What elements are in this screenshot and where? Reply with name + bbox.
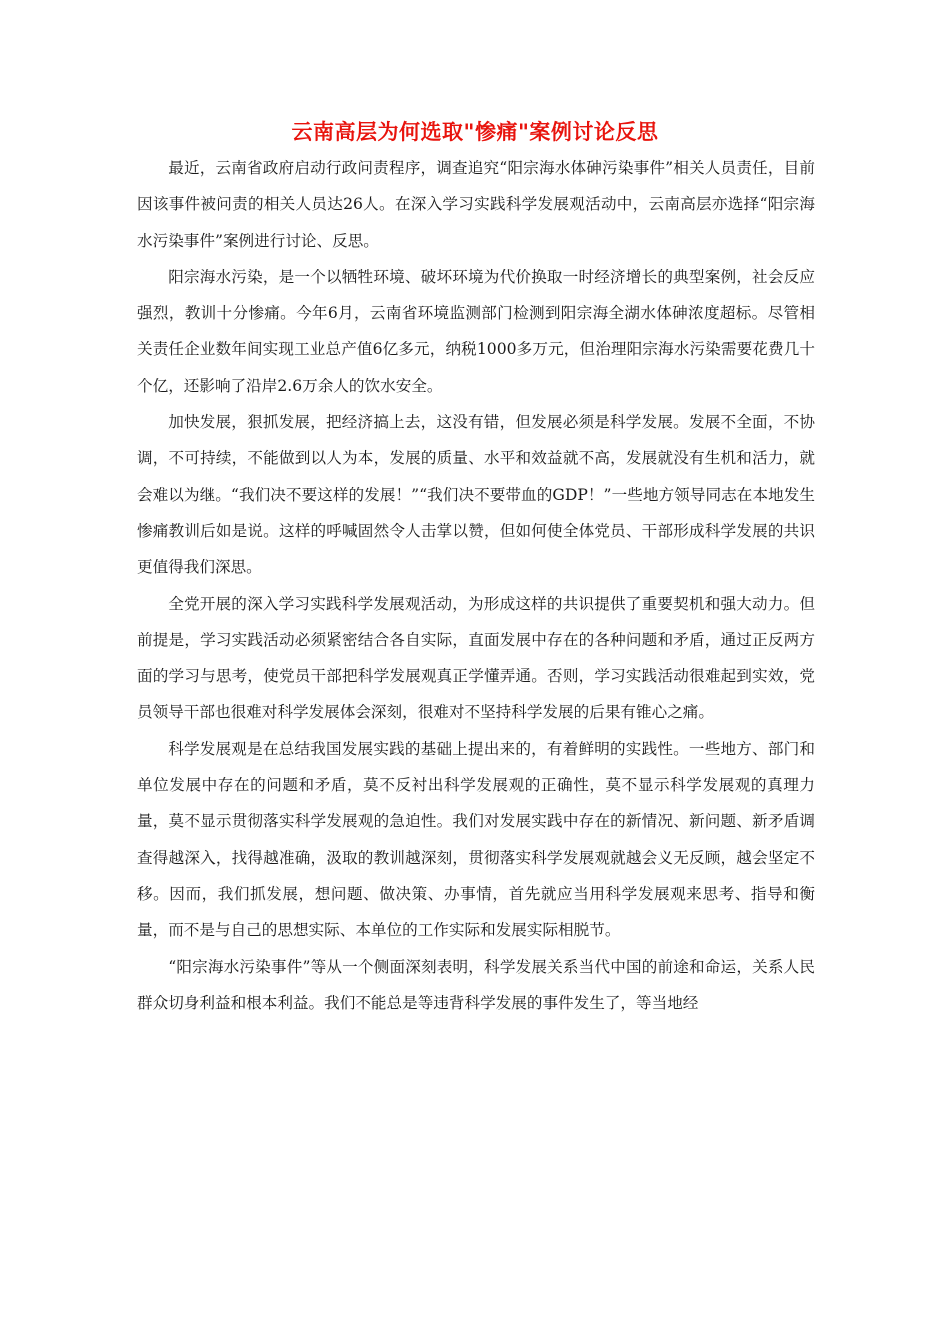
document-body [137,150,815,1021]
paragraph: 阳宗海水污染，是一个以牺牲环境、破坏环境为代价换取一时经济增长的典型案例，社会反应强烈，教训十分惨痛。今年6月，云南省环境监测部门检测到阳宗海全湖水体砷浓度超标。尽管相关责任企业数年间实现工业总产值6亿多元，纳税1000多万元，但治理阳宗海水污染需要花费几十个亿，还影响了沿岸2.6万余人的饮水安全。 [137,267,815,395]
paragraph: 加快发展，狠抓发展，把经济搞上去，这没有错，但发展必须是科学发展。发展不全面，不协调，不可持续，不能做到以人为本，发展的质量、水平和效益就不高，发展就没有生机和活力，就会难以为继。“我们决不要这样的发展！”“我们决不要带血的GDP！”一些地方领导同志在本地发生惨痛教训后如是说。这样的呼喊固然令人击掌以赞，但如何使全体党员、干部形成科学发展的共识更值得我们深思。 [137,413,815,577]
document-title: 云南高层为何选取"惨痛"案例讨论反思 [291,119,659,144]
paragraph: 全党开展的深入学习实践科学发展观活动，为形成这样的共识提供了重要契机和强大动力。但前提是，学习实践活动必须紧密结合各自实际，直面发展中存在的各种问题和矛盾，通过正反两方面的学习与思考，使党员干部把科学发展观真正学懂弄通。否则，学习实践活动很难起到实效，党员领导干部也很难对科学发展体会深刻，很难对不坚持科学发展的后果有锥心之痛。 [137,594,815,722]
paragraph: 最近，云南省政府启动行政问责程序，调查追究“阳宗海水体砷污染事件”相关人员责任，目前因该事件被问责的相关人员达26人。在深入学习实践科学发展观活动中，云南高层亦选择“阳宗海水污染事件”案例进行讨论、反思。 [137,159,815,250]
paragraph: 科学发展观是在总结我国发展实践的基础上提出来的，有着鲜明的实践性。一些地方、部门和单位发展中存在的问题和矛盾，莫不反衬出科学发展观的正确性，莫不显示科学发展观的真理力量，莫不显示贯彻落实科学发展观的急迫性。我们对发展实践中存在的新情况、新问题、新矛盾调查得越深入，找得越准确，汲取的教训越深刻，贯彻落实科学发展观就越会义无反顾，越会坚定不移。因而，我们抓发展，想问题、做决策、办事情，首先就应当用科学发展观来思考、指导和衡量，而不是与自己的思想实际、本单位的工作实际和发展实际相脱节。 [137,739,815,940]
paragraph: “阳宗海水污染事件”等从一个侧面深刻表明，科学发展关系当代中国的前途和命运，关系人民群众切身利益和根本利益。我们不能总是等违背科学发展的事件发生了，等当地经 [137,957,815,1012]
